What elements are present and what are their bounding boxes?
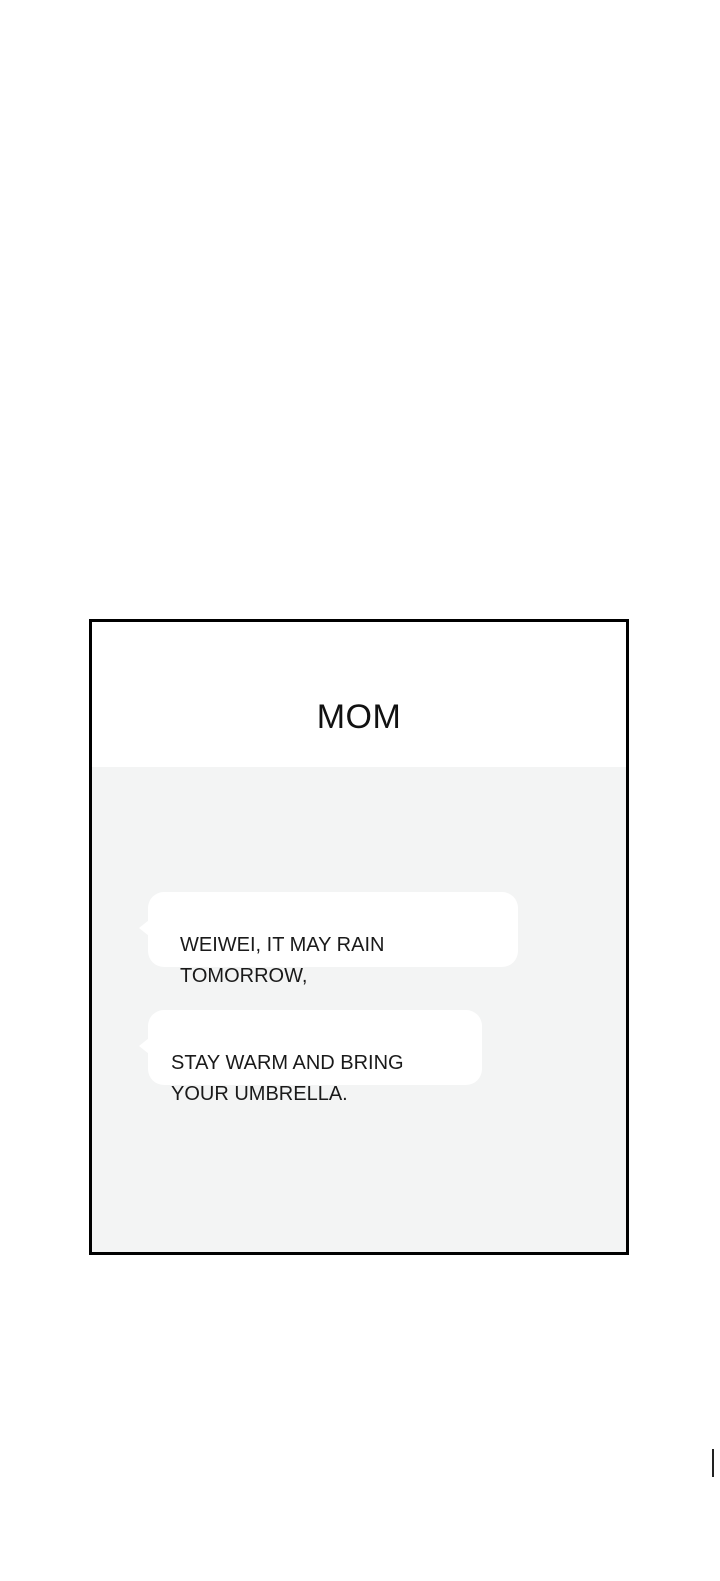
message-text: STAY WARM AND BRING YOUR UMBRELLA. [171,1052,404,1105]
message-text: WEIWEI, IT MAY RAIN TOMORROW, [180,934,385,987]
chat-panel [89,619,629,1255]
chat-header [92,622,626,767]
contact-name: MOM [316,698,402,736]
message-bubble [148,1010,482,1105]
message-bubble [148,892,518,987]
edge-line [712,1449,714,1477]
